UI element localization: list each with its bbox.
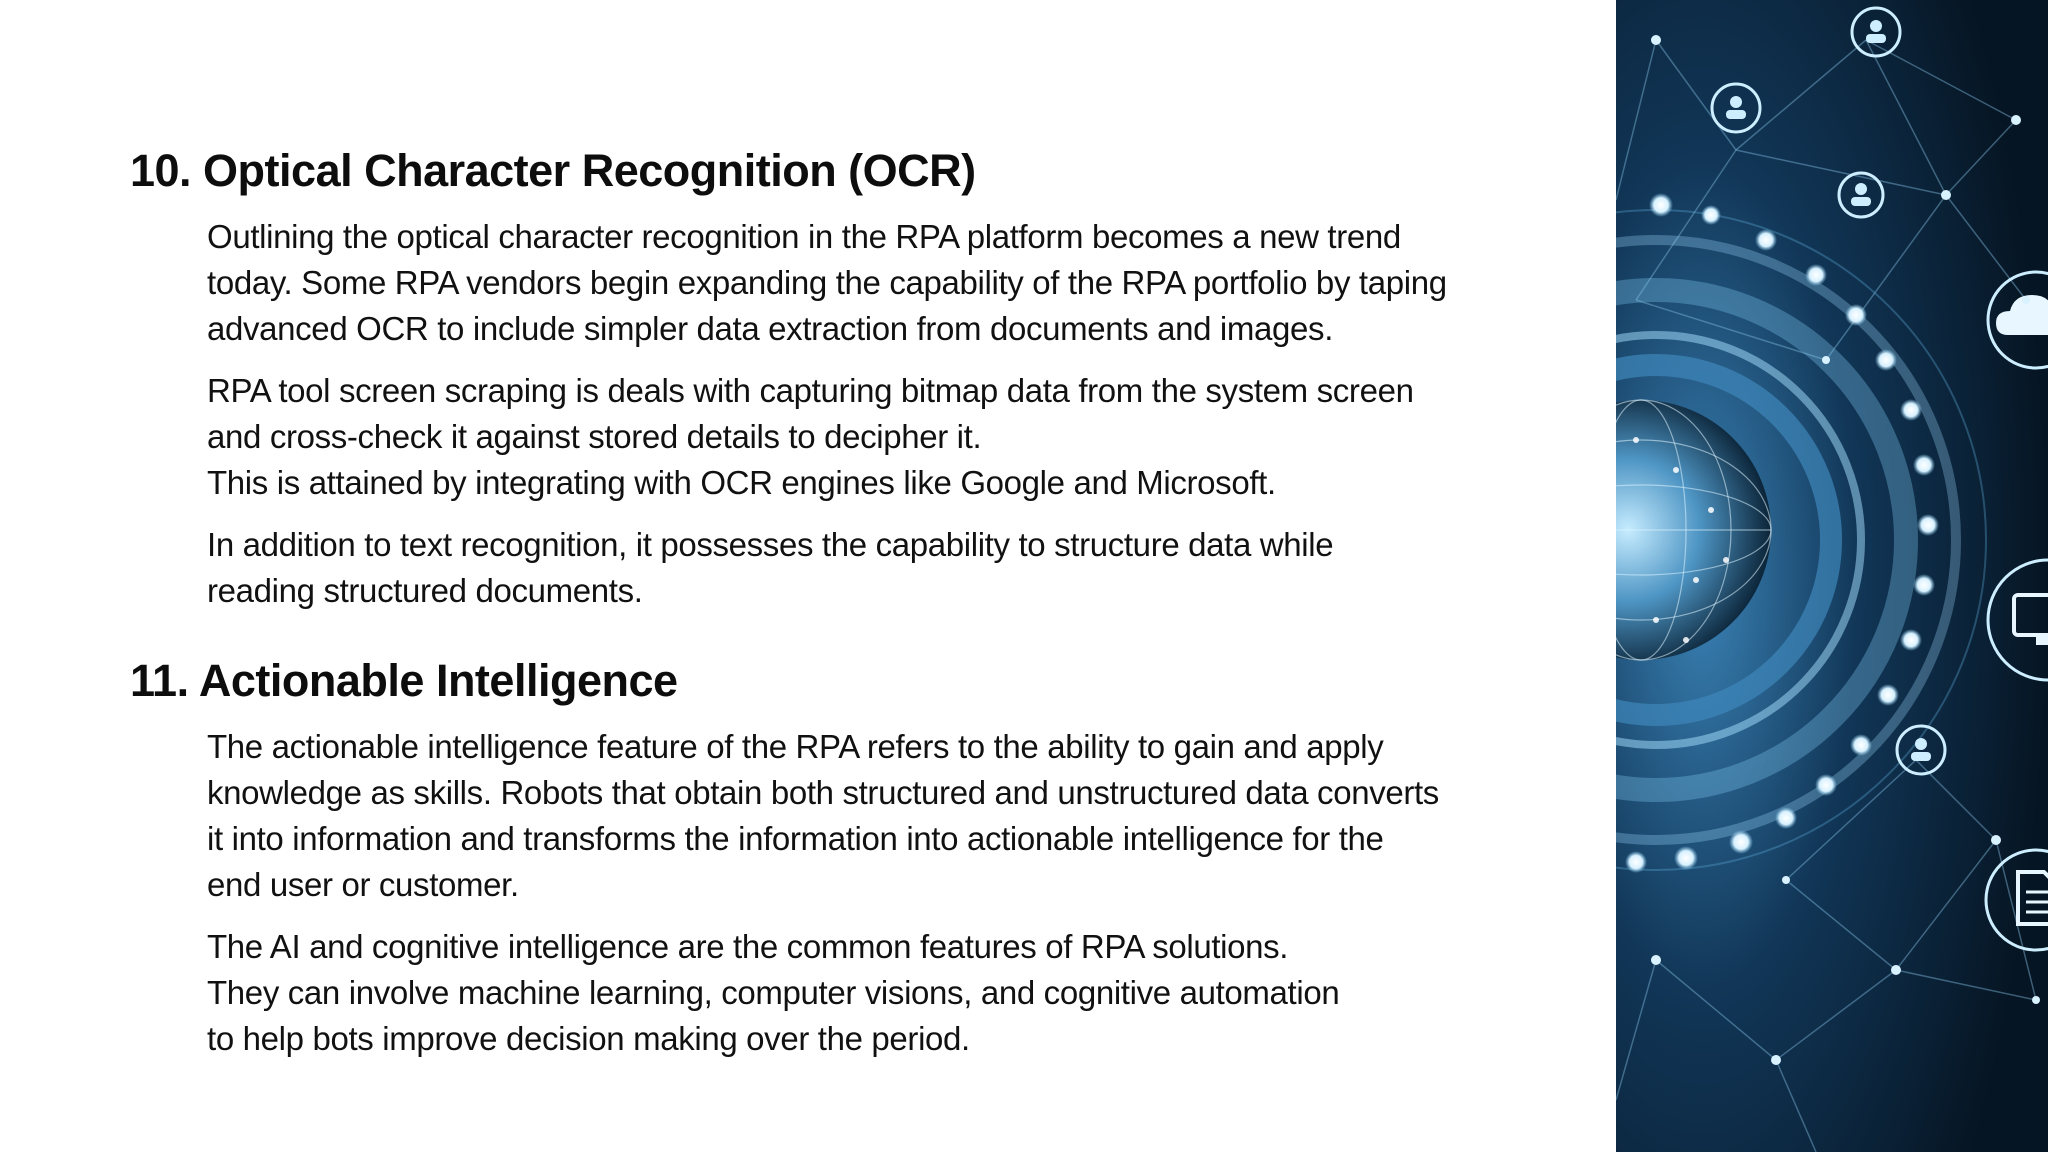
section-heading-ocr: 10. Optical Character Recognition (OCR) — [130, 145, 976, 196]
network-technology-image — [1616, 0, 2048, 1152]
text-line: Outlining the optical character recognition in the RPA platform becomes a new trend — [207, 218, 1401, 255]
text-line: it into information and transforms the information into actionable intelligence for the — [207, 820, 1384, 857]
ai-paragraph-1 — [207, 724, 1590, 908]
text-line: reading structured documents. — [207, 572, 643, 609]
ocr-paragraph-1 — [207, 214, 1590, 352]
text-line: This is attained by integrating with OCR engines like Google and Microsoft. — [207, 464, 1276, 501]
text-line: advanced OCR to include simpler data extraction from documents and images. — [207, 310, 1334, 347]
text-line: They can involve machine learning, computer visions, and cognitive automation — [207, 974, 1340, 1011]
text-line: today. Some RPA vendors begin expanding the capability of the RPA portfolio by taping — [207, 264, 1447, 301]
text-line: The AI and cognitive intelligence are the common features of RPA solutions. — [207, 928, 1289, 965]
ocr-paragraph-2 — [207, 368, 1590, 506]
ai-paragraph-2 — [207, 924, 1590, 1062]
section-heading-actionable-intelligence: 11. Actionable Intelligence — [130, 655, 678, 706]
ocr-paragraph-3 — [207, 522, 1590, 614]
text-line: to help bots improve decision making over the period. — [207, 1020, 970, 1057]
slide-content — [130, 140, 1590, 1078]
text-line: and cross-check it against stored details to decipher it. — [207, 418, 982, 455]
text-line: end user or customer. — [207, 866, 519, 903]
text-line: knowledge as skills. Robots that obtain both structured and unstructured data converts — [207, 774, 1439, 811]
text-line: RPA tool screen scraping is deals with capturing bitmap data from the system screen — [207, 372, 1414, 409]
text-line: In addition to text recognition, it possesses the capability to structure data while — [207, 526, 1334, 563]
text-line: The actionable intelligence feature of the RPA refers to the ability to gain and apply — [207, 728, 1384, 765]
